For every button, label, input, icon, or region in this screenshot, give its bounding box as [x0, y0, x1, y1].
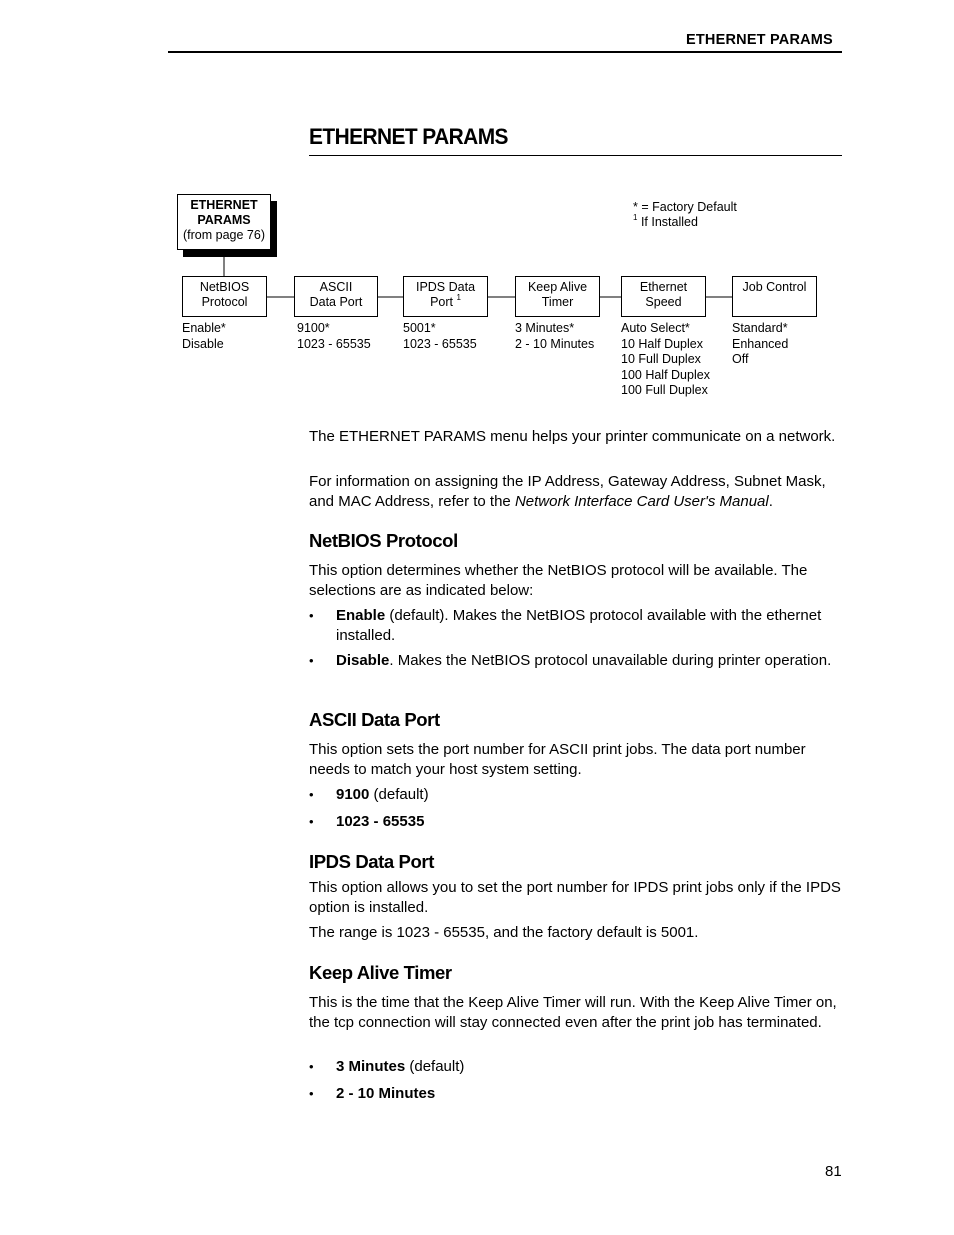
option: 10 Full Duplex [621, 352, 701, 367]
box-sup: 1 [456, 293, 461, 302]
option: 9100* [297, 321, 330, 335]
options-ipds [403, 321, 477, 352]
option: 1023 - 65535 [403, 336, 477, 351]
legend-if-installed-text: If Installed [640, 215, 698, 229]
intro-paragraph-2 [309, 472, 844, 511]
ipds-paragraph-2 [309, 923, 844, 943]
bullet-icon: • [309, 608, 314, 623]
intro-paragraph-1 [309, 427, 844, 447]
bullet-item [309, 812, 844, 832]
options-netbios [182, 321, 226, 352]
option: Enable* [182, 321, 226, 335]
intro-text-1: The ETHERNET PARAMS menu helps your printer communicate on a network. [309, 428, 836, 445]
bullet-text: (default). Makes the NetBIOS protocol available with the ethernet installed. [336, 607, 822, 644]
heading-ipds: IPDS Data Port [309, 851, 434, 872]
root-line1: ETHERNET [190, 198, 258, 212]
box-line1: Ethernet [639, 280, 688, 294]
box-line2: Port [430, 295, 453, 309]
options-ethernet-speed [621, 321, 710, 399]
menu-box-ethernet-speed [621, 276, 706, 317]
intro-text-2b: . [768, 492, 773, 510]
ipds-text-2: The range is 1023 - 65535, and the factory default is 5001. [309, 924, 699, 941]
legend-if-installed [633, 215, 737, 230]
bullet-icon: • [309, 814, 314, 829]
option: Off [732, 352, 749, 367]
option: 5001* [403, 321, 436, 335]
bullet-item [309, 1084, 844, 1104]
manual-reference: Network Interface Card User's Manual [514, 492, 769, 510]
bullet-text: (default) [369, 786, 429, 803]
legend-factory-default: * = Factory Default [633, 200, 737, 214]
option: Disable [182, 336, 224, 351]
option: 100 Full Duplex [621, 383, 708, 398]
box-line1: ASCII [319, 280, 353, 294]
page-title: ETHERNET PARAMS [309, 124, 508, 149]
bullet-icon: • [309, 1059, 314, 1074]
intro-text-2a: For information on assigning the IP Address, Gateway Address, Subnet Mask, and MAC Address, refer to the [309, 473, 826, 510]
root-menu-box [177, 194, 271, 250]
page-number: 81 [825, 1163, 842, 1180]
box-line1: IPDS Data [415, 280, 476, 294]
bullet-item [309, 651, 844, 671]
keepalive-paragraph [309, 993, 844, 1032]
running-header: ETHERNET PARAMS [686, 32, 833, 48]
ascii-paragraph [309, 740, 844, 779]
bullet-text: . Makes the NetBIOS protocol unavailable during printer operation. [389, 652, 832, 669]
option: 2 - 10 Minutes [515, 336, 595, 351]
ascii-text: This option sets the port number for ASCII print jobs. The data port number needs to match your host system setting. [309, 741, 806, 778]
menu-box-keepalive [515, 276, 600, 317]
box-line2: Timer [541, 295, 574, 309]
netbios-paragraph [309, 561, 844, 600]
bullet-icon: • [309, 653, 314, 668]
option: Standard* [732, 321, 788, 335]
bullet-text: (default) [405, 1058, 465, 1075]
bullet-item [309, 1057, 844, 1077]
ipds-paragraph-1 [309, 878, 844, 917]
box-line2: Protocol [201, 295, 248, 309]
root-line2: PARAMS [197, 213, 251, 227]
intro-text-2 [309, 472, 844, 511]
legend-sup: 1 [633, 213, 638, 222]
bullet-icon: • [309, 787, 314, 802]
option: 10 Half Duplex [621, 336, 703, 351]
menu-box-ascii [294, 276, 378, 317]
diagram-connectors [0, 0, 954, 410]
option: 100 Half Duplex [621, 367, 710, 382]
bullet-bold: Disable [336, 652, 390, 669]
root-line3: (from page 76) [183, 228, 265, 242]
netbios-text: This option determines whether the NetBIOS protocol will be available. The selections are as indicated below: [309, 562, 808, 599]
box-line2: Data Port [309, 295, 363, 309]
bullet-bold: 1023 - 65535 [336, 813, 425, 830]
heading-ascii: ASCII Data Port [309, 709, 440, 730]
bullet-icon: • [309, 1086, 314, 1101]
box-line1: NetBIOS [199, 280, 250, 294]
option: Auto Select* [621, 321, 690, 335]
ipds-text-1: This option allows you to set the port number for IPDS print jobs only if the IPDS option is installed. [309, 879, 841, 916]
option: 1023 - 65535 [297, 336, 371, 351]
menu-diagram [0, 0, 954, 410]
bullet-item [309, 785, 844, 805]
heading-netbios: NetBIOS Protocol [309, 530, 458, 551]
bullet-item [309, 606, 844, 645]
bullet-bold: 2 - 10 Minutes [336, 1085, 436, 1102]
keepalive-text: This is the time that the Keep Alive Timer will run. With the Keep Alive Timer on, the tcp connection will stay connected even after the print job has terminated. [309, 994, 837, 1031]
menu-box-ipds [403, 276, 488, 317]
menu-box-job-control [732, 276, 817, 317]
bullet-bold: Enable [336, 607, 386, 624]
box-line2-wrap [404, 295, 487, 310]
diagram-legend [633, 200, 737, 230]
box-line1: Keep Alive [527, 280, 588, 294]
options-ascii [297, 321, 371, 352]
option: Enhanced [732, 336, 789, 351]
box-line1: Job Control [742, 280, 807, 294]
option: 3 Minutes* [515, 321, 575, 335]
bullet-bold: 3 Minutes [336, 1058, 406, 1075]
menu-box-netbios [182, 276, 267, 317]
options-job-control [732, 321, 788, 368]
options-keepalive [515, 321, 594, 352]
heading-keepalive: Keep Alive Timer [309, 962, 452, 983]
box-line2: Speed [645, 295, 682, 309]
bullet-bold: 9100 [336, 786, 370, 803]
